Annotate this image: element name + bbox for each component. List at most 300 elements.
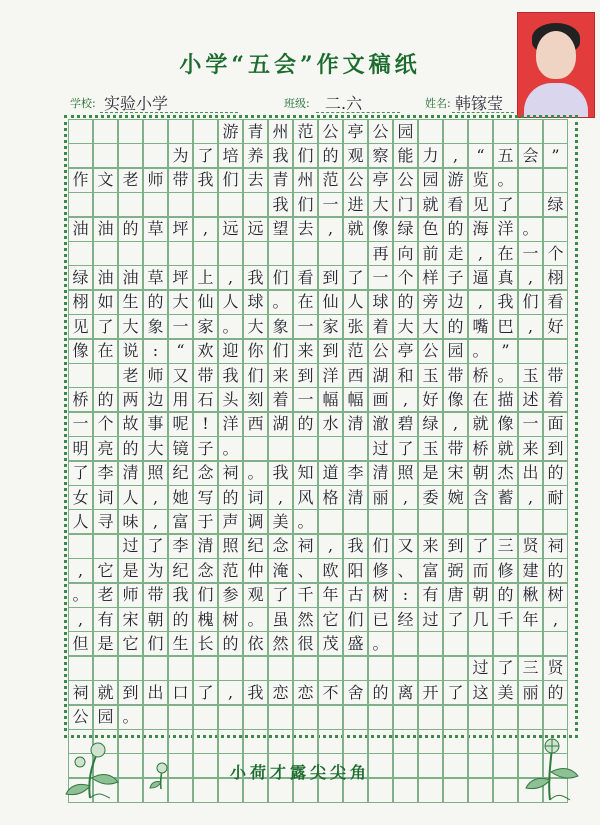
grid-cell: 李 (343, 461, 368, 486)
grid-cell: 的 (543, 461, 568, 486)
grid-cell: 着 (268, 387, 293, 412)
grid-cell: 草 (143, 265, 168, 290)
grid-cell: 仙 (318, 290, 343, 315)
grid-cell: 五 (493, 143, 518, 168)
grid-row (68, 143, 568, 168)
grid-cell: 桥 (68, 387, 93, 412)
grid-cell: 带 (193, 363, 218, 388)
grid-cell: 着 (368, 314, 393, 339)
grid-cell (518, 705, 543, 730)
grid-cell: 一 (518, 241, 543, 266)
grid-cell: 范 (293, 119, 318, 144)
grid-cell: 带 (443, 436, 468, 461)
grid-cell: 过 (368, 436, 393, 461)
grid-cell (318, 705, 343, 730)
grid-cell: 个 (93, 412, 118, 437)
grid-cell: 的 (218, 485, 243, 510)
grid-cell: 口 (168, 680, 193, 705)
grid-cell: 色 (418, 217, 443, 242)
grid-cell: 蓄 (493, 485, 518, 510)
grid-cell (218, 241, 243, 266)
grid-cell: 油 (93, 265, 118, 290)
grid-cell: 力 (418, 143, 443, 168)
grid-cell: 了 (193, 143, 218, 168)
grid-cell: 玉 (518, 363, 543, 388)
grid-cell: , (443, 412, 468, 437)
grid-cell: 事 (143, 412, 168, 437)
grid-cell: 见 (468, 192, 493, 217)
grid-cell (143, 143, 168, 168)
grid-cell: 油 (68, 217, 93, 242)
grid-cell (343, 705, 368, 730)
grid-cell: , (393, 485, 418, 510)
grid-cell (518, 509, 543, 534)
grid-cell (493, 705, 518, 730)
grid-cell: 公 (343, 168, 368, 193)
grid-cell: 。 (293, 509, 318, 534)
grid-row (68, 729, 568, 754)
grid-cell: 一 (318, 192, 343, 217)
sheet-title: 小学“五会”作文稿纸 (179, 52, 421, 78)
grid-cell (268, 436, 293, 461)
grid-cell: 离 (393, 680, 418, 705)
grid-cell: 清 (368, 461, 393, 486)
grid-cell: 了 (93, 314, 118, 339)
grid-cell: ! (193, 412, 218, 437)
grid-cell: 清 (193, 534, 218, 559)
grid-cell: 两 (118, 387, 143, 412)
grid-cell: 。 (243, 461, 268, 486)
grid-cell: 道 (318, 461, 343, 486)
grid-cell: 家 (193, 314, 218, 339)
grid-cell: 远 (218, 217, 243, 242)
grid-cell: 宋 (443, 461, 468, 486)
grid-cell: 依 (243, 631, 268, 656)
grid-cell (93, 192, 118, 217)
grid-cell: 又 (168, 363, 193, 388)
grid-cell: 桥 (468, 363, 493, 388)
grid-cell: 能 (393, 143, 418, 168)
grid-cell: , (143, 509, 168, 534)
grid-cell: 人 (218, 290, 243, 315)
grid-cell: 几 (468, 607, 493, 632)
grid-cell: , (518, 314, 543, 339)
grid-cell: 玉 (418, 363, 443, 388)
grid-cell: 一 (293, 387, 318, 412)
grid-cell: 望 (268, 217, 293, 242)
grid-cell: 照 (393, 461, 418, 486)
grid-cell: 看 (443, 192, 468, 217)
grid-cell (243, 729, 268, 754)
grid-cell (518, 119, 543, 144)
grid-cell: 游 (443, 168, 468, 193)
grid-cell (293, 656, 318, 681)
grid-cell: 述 (518, 387, 543, 412)
grid-cell: 。 (218, 436, 243, 461)
grid-cell: 的 (118, 436, 143, 461)
grid-cell (368, 729, 393, 754)
grid-cell (518, 192, 543, 217)
grid-cell: 欧 (318, 558, 343, 583)
grid-cell: 念 (193, 558, 218, 583)
grid-cell: 了 (268, 583, 293, 608)
grid-cell: 我 (218, 363, 243, 388)
grid-cell: 念 (193, 461, 218, 486)
grid-cell (443, 509, 468, 534)
grid-cell: 。 (268, 290, 293, 315)
grid-cell (468, 509, 493, 534)
grid-cell: 出 (518, 461, 543, 486)
grid-cell: 。 (518, 217, 543, 242)
class-value: 二.六 (325, 94, 363, 113)
grid-cell (168, 656, 193, 681)
grid-cell (143, 119, 168, 144)
grid-cell: 到 (318, 265, 343, 290)
grid-cell: 范 (218, 558, 243, 583)
grid-cell: 的 (143, 290, 168, 315)
grid-cell: 范 (343, 339, 368, 364)
grid-cell: 清 (343, 485, 368, 510)
class-underline (316, 112, 400, 113)
grid-cell: 就 (93, 680, 118, 705)
grid-cell: 祠 (543, 534, 568, 559)
grid-cell: 公 (368, 339, 393, 364)
grid-cell: 祠 (68, 680, 93, 705)
grid-cell: 明 (68, 436, 93, 461)
grid-cell: 桥 (468, 436, 493, 461)
grid-cell (468, 631, 493, 656)
grid-cell: 来 (293, 339, 318, 364)
grid-cell: 朝 (468, 583, 493, 608)
grid-cell (93, 656, 118, 681)
grid-cell: 唐 (443, 583, 468, 608)
grid-cell: 我 (168, 583, 193, 608)
grid-cell: 词 (243, 485, 268, 510)
grid-cell: 进 (343, 192, 368, 217)
grid-cell: , (193, 217, 218, 242)
grid-cell: 恋 (293, 680, 318, 705)
grid-cell: 的 (393, 290, 418, 315)
grid-cell: 参 (218, 583, 243, 608)
grid-cell (118, 119, 143, 144)
grid-cell (193, 192, 218, 217)
grid-cell: 公 (68, 705, 93, 730)
grid-cell (268, 729, 293, 754)
grid-cell: 园 (443, 339, 468, 364)
grid-cell (393, 656, 418, 681)
grid-row (68, 509, 568, 534)
grid-cell (318, 509, 343, 534)
grid-cell: 们 (518, 290, 543, 315)
grid-cell: 们 (268, 339, 293, 364)
grid-cell (393, 509, 418, 534)
grid-cell: 球 (243, 290, 268, 315)
grid-cell: 欢 (193, 339, 218, 364)
grid-cell: 。 (118, 705, 143, 730)
name-underline (452, 112, 514, 113)
grid-cell: 李 (93, 461, 118, 486)
grid-cell: 们 (143, 631, 168, 656)
grid-cell: 草 (143, 217, 168, 242)
grid-cell: 过 (468, 656, 493, 681)
grid-cell: 生 (118, 290, 143, 315)
grid-cell: , (468, 290, 493, 315)
grid-cell: 一 (518, 412, 543, 437)
grid-cell: 头 (218, 387, 243, 412)
grid-cell: 的 (368, 680, 393, 705)
grid-cell: 的 (93, 387, 118, 412)
grid-cell: 槐 (193, 607, 218, 632)
grid-cell: 人 (343, 290, 368, 315)
grid-cell: 向 (393, 241, 418, 266)
grid-cell (168, 119, 193, 144)
grid-cell: 一 (368, 265, 393, 290)
grid-cell (443, 705, 468, 730)
grid-row (68, 558, 568, 583)
grid-cell: 。 (243, 607, 268, 632)
grid-cell (318, 656, 343, 681)
grid-cell (518, 631, 543, 656)
grid-row (68, 412, 568, 437)
name-label: 姓名: (425, 97, 451, 110)
grid-cell: 它 (318, 607, 343, 632)
grid-row (68, 461, 568, 486)
grid-cell: 为 (143, 558, 168, 583)
grid-cell: 象 (268, 314, 293, 339)
grid-cell: 迎 (218, 339, 243, 364)
grid-cell: 如 (93, 290, 118, 315)
grid-cell (318, 436, 343, 461)
grid-cell: 茂 (318, 631, 343, 656)
grid-cell: , (518, 485, 543, 510)
grid-cell: 又 (393, 534, 418, 559)
grid-cell: 们 (243, 363, 268, 388)
grid-cell: 看 (293, 265, 318, 290)
grid-cell (118, 143, 143, 168)
grid-cell: 师 (118, 583, 143, 608)
grid-cell: 千 (293, 583, 318, 608)
grid-row (68, 265, 568, 290)
grid-cell: 舍 (343, 680, 368, 705)
grid-cell: 青 (243, 119, 268, 144)
grid-cell: 真 (493, 265, 518, 290)
grid-cell: 味 (118, 509, 143, 534)
grid-cell: 在 (468, 387, 493, 412)
grid-cell: , (218, 680, 243, 705)
grid-cell: 球 (368, 290, 393, 315)
grid-cell: 洋 (493, 217, 518, 242)
grid-cell (243, 656, 268, 681)
grid-cell: 的 (543, 680, 568, 705)
grid-cell: 西 (243, 412, 268, 437)
grid-cell: 西 (343, 363, 368, 388)
grid-row (68, 583, 568, 608)
grid-cell: 大 (168, 290, 193, 315)
grid-cell: 三 (493, 534, 518, 559)
grid-cell: 玉 (418, 436, 443, 461)
grid-cell: 。 (493, 363, 518, 388)
grid-cell (493, 509, 518, 534)
grid-cell: 婉 (443, 485, 468, 510)
grid-cell: 看 (543, 290, 568, 315)
grid-cell: 幅 (343, 387, 368, 412)
grid-cell: 纪 (168, 558, 193, 583)
grid-cell: 纪 (243, 534, 268, 559)
grid-cell (418, 119, 443, 144)
grid-cell: , (143, 485, 168, 510)
grid-cell (543, 339, 568, 364)
grid-cell: 见 (68, 314, 93, 339)
grid-cell: 像 (368, 217, 393, 242)
grid-cell: 在 (493, 241, 518, 266)
grid-cell: 过 (118, 534, 143, 559)
grid-cell (218, 729, 243, 754)
grid-cell: 了 (493, 192, 518, 217)
grid-cell (93, 119, 118, 144)
grid-cell: 我 (493, 290, 518, 315)
grid-cell: 。 (468, 339, 493, 364)
grid-cell (468, 729, 493, 754)
grid-cell: ” (493, 339, 518, 364)
grid-row (68, 485, 568, 510)
grid-cell: 很 (293, 631, 318, 656)
grid-cell: 公 (368, 119, 393, 144)
grid-cell (193, 241, 218, 266)
grid-cell: 就 (468, 412, 493, 437)
grid-cell: , (68, 607, 93, 632)
grid-cell: 楸 (518, 583, 543, 608)
grid-cell: 我 (268, 461, 293, 486)
grid-cell (143, 705, 168, 730)
grid-cell: 它 (118, 631, 143, 656)
grid-cell: , (268, 485, 293, 510)
grid-cell (418, 729, 443, 754)
grid-cell: , (518, 265, 543, 290)
grid-cell: 澈 (368, 412, 393, 437)
grid-cell: , (218, 265, 243, 290)
grid-cell: 淹 (268, 558, 293, 583)
grid-cell: 的 (118, 217, 143, 242)
grid-cell: 好 (543, 314, 568, 339)
grid-cell: 大 (118, 314, 143, 339)
grid-cell: 边 (143, 387, 168, 412)
grid-cell: 建 (518, 558, 543, 583)
grid-cell: 到 (293, 363, 318, 388)
grid-cell: 公 (318, 119, 343, 144)
grid-cell: 人 (68, 509, 93, 534)
grid-cell (368, 705, 393, 730)
grid-cell: 到 (443, 534, 468, 559)
grid-cell: 我 (243, 265, 268, 290)
grid-cell (493, 729, 518, 754)
grid-cell (243, 705, 268, 730)
grid-cell (518, 168, 543, 193)
grid-cell: 在 (293, 290, 318, 315)
grid-cell: 张 (343, 314, 368, 339)
grid-cell: 园 (393, 119, 418, 144)
grid-cell: 坪 (168, 265, 193, 290)
grid-cell (143, 241, 168, 266)
grid-cell: 三 (518, 656, 543, 681)
grid-cell: 园 (418, 168, 443, 193)
grid-cell: 生 (168, 631, 193, 656)
grid-cell: 水 (318, 412, 343, 437)
grid-cell: 洋 (318, 363, 343, 388)
grid-cell (68, 534, 93, 559)
grid-cell: 们 (368, 534, 393, 559)
grid-cell: 会 (518, 143, 543, 168)
grid-cell: 。 (68, 583, 93, 608)
grid-cell: 个 (393, 265, 418, 290)
grid-cell: 州 (268, 119, 293, 144)
grid-cell: 们 (218, 168, 243, 193)
grid-cell: 前 (418, 241, 443, 266)
grid-cell: 委 (418, 485, 443, 510)
grid-cell: 旁 (418, 290, 443, 315)
grid-cell: 文 (93, 168, 118, 193)
grid-cell: 于 (193, 509, 218, 534)
grid-cell: 大 (368, 192, 393, 217)
grid-cell: 门 (393, 192, 418, 217)
grid-cell: 丽 (368, 485, 393, 510)
grid-cell: 们 (193, 583, 218, 608)
grid-cell: 览 (468, 168, 493, 193)
grid-cell: 到 (543, 436, 568, 461)
grid-cell: 。 (218, 314, 243, 339)
grid-cell (193, 729, 218, 754)
grid-cell (443, 656, 468, 681)
grid-cell: 带 (543, 363, 568, 388)
grid-cell: : (143, 339, 168, 364)
grid-cell (418, 509, 443, 534)
grid-cell: 观 (243, 583, 268, 608)
grid-row (68, 607, 568, 632)
grid-cell: 好 (418, 387, 443, 412)
grid-cell (168, 729, 193, 754)
grid-cell: 公 (393, 168, 418, 193)
grid-cell: 边 (443, 290, 468, 315)
grid-cell (168, 705, 193, 730)
grid-cell: 盛 (343, 631, 368, 656)
grid-cell: 祠 (293, 534, 318, 559)
grid-cell: 幅 (318, 387, 343, 412)
grid-cell: 栩 (68, 290, 93, 315)
grid-cell (443, 631, 468, 656)
grid-cell: 油 (93, 217, 118, 242)
grid-cell (68, 143, 93, 168)
grid-cell: “ (168, 339, 193, 364)
grid-cell: 你 (243, 339, 268, 364)
grid-cell: 带 (143, 583, 168, 608)
grid-cell: 了 (468, 534, 493, 559)
grid-cell: 朝 (143, 607, 168, 632)
grid-cell: 树 (368, 583, 393, 608)
grid-cell (243, 436, 268, 461)
grid-cell (68, 656, 93, 681)
grid-cell: 美 (493, 680, 518, 705)
grid-cell (468, 119, 493, 144)
grid-cell: 她 (168, 485, 193, 510)
grid-cell: 就 (418, 192, 443, 217)
grid-cell (368, 509, 393, 534)
grid-cell: 、 (393, 558, 418, 583)
grid-cell: 树 (543, 583, 568, 608)
grid-cell: 了 (343, 265, 368, 290)
grid-cell: “ (468, 143, 493, 168)
grid-cell: 呢 (168, 412, 193, 437)
grid-cell: 格 (318, 485, 343, 510)
grid-cell (393, 705, 418, 730)
